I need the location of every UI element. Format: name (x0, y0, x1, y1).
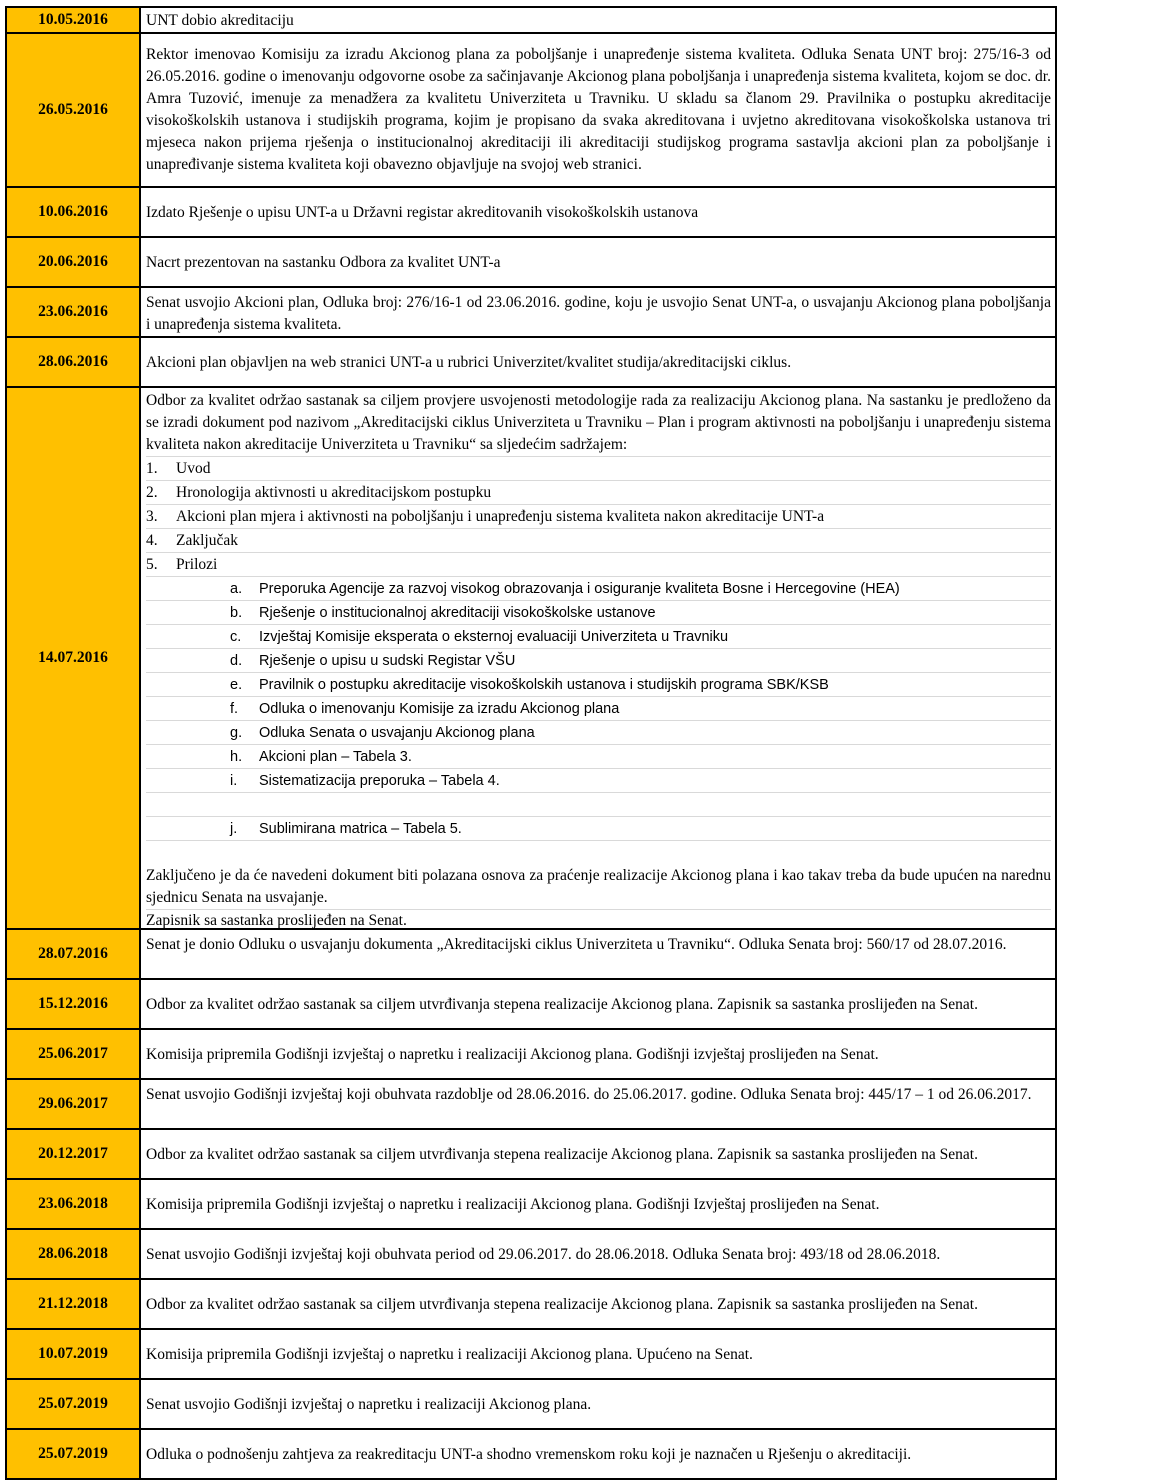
description-cell (139, 1128, 1057, 1180)
table-row (5, 1078, 1057, 1130)
meeting-intro: Odbor za kvalitet održao sastanak sa ciljem provjere usvojenosti metodologije rada za realizaciju Akcionog plana. Na sastanku je predloženo da se izradi dokument pod nazivom „Akreditacijski ciklus Univerziteta u Travniku – Plan i program aktivnosti na poboljšanju i unapređenju sistema kvaliteta nakon akreditacije Univerziteta u Travniku“ sa sljedećim sadržajem: (146, 390, 1051, 457)
table-row (5, 1028, 1057, 1080)
sublist-text: Akcioni plan – Tabela 3. (259, 749, 412, 765)
description-cell: UNT dobio akreditaciju (139, 6, 1057, 34)
description-cell: Senat je donio Odluku o usvajanju dokumenta „Akreditacijski ciklus Univerziteta u Travniku“. Odluka Senata broj: 560/17 od 28.07.2016. (139, 928, 1057, 980)
sublist-letter: c. (230, 629, 242, 645)
date-cell: 29.06.2017 (5, 1078, 141, 1130)
description-cell (139, 236, 1057, 288)
list-text: Hronologija aktivnosti u akreditacijskom postupku (176, 484, 492, 501)
table-row (5, 32, 1057, 188)
list-text: Uvod (176, 460, 211, 477)
description-cell (139, 1028, 1057, 1080)
date-cell: 20.12.2017 (5, 1128, 141, 1180)
description-cell (139, 1228, 1057, 1280)
table-row (5, 236, 1057, 288)
table-row (5, 1278, 1057, 1330)
description-text: Senat usvojio Godišnji izvještaj o napretku i realizaciji Akcionog plana. (146, 1396, 592, 1413)
sublist-item (146, 697, 1051, 721)
description-cell: Senat usvojio Akcioni plan, Odluka broj: 276/16-1 od 23.06.2016. godine, koju je usvojio Senat UNT-a, o usvajanju Akcionog plana poboljšanja i unapređenja sistema kvaliteta. (139, 286, 1057, 338)
sublist-letter: a. (230, 581, 243, 597)
date-cell: 25.07.2019 (5, 1378, 141, 1430)
sublist-letter: f. (230, 701, 239, 717)
date-cell: 25.06.2017 (5, 1028, 141, 1080)
date-cell: 28.07.2016 (5, 928, 141, 980)
table-row (5, 286, 1057, 338)
meeting-conclusion: Zaključeno je da će navedeni dokument biti polazana osnova za praćenje realizacije Akcionog plana i kao takav treba da bude upućen na narednu sjednicu Senata na usvajanje. (146, 865, 1051, 910)
sublist-item (146, 817, 1051, 841)
date-cell: 28.06.2016 (5, 336, 141, 388)
date-cell: 10.05.2016 (5, 6, 141, 34)
date-cell: 10.07.2019 (5, 1328, 141, 1380)
description-cell (139, 336, 1057, 388)
description-text: Komisija pripremila Godišnji izvještaj o napretku i realizaciji Akcionog plana. Godišnji Izvještaj proslijeđen na Senat. (146, 1196, 880, 1213)
date-cell: 20.06.2016 (5, 236, 141, 288)
spacer-line (146, 841, 1051, 865)
date-cell: 26.05.2016 (5, 32, 141, 188)
sublist-item (146, 721, 1051, 745)
sublist-item (146, 769, 1051, 793)
sublist-letter: b. (230, 605, 243, 621)
description-text: Odluka o podnošenju zahtjeva za reakreditacju UNT-a shodno vremenskom roku koji je naznačen u Rješenju o akreditaciji. (146, 1446, 912, 1463)
table-row-big (5, 386, 1057, 930)
table-row (5, 336, 1057, 388)
sublist-letter: h. (230, 749, 243, 765)
sublist-item-empty (146, 793, 1051, 817)
description-cell (139, 386, 1057, 930)
description-cell (139, 1328, 1057, 1380)
sublist-text: Izvještaj Komisije eksperata o eksternoj evaluaciji Univerziteta u Travniku (259, 629, 729, 645)
description-cell (139, 186, 1057, 238)
sublist-text: Odluka Senata o usvajanju Akcionog plana (259, 725, 535, 741)
list-item (146, 457, 1051, 481)
list-text: Prilozi (176, 556, 218, 573)
table-row (5, 1228, 1057, 1280)
description-text: Akcioni plan objavljen na web stranici UNT-a u rubrici Univerzitet/kvalitet studija/akreditacijski ciklus. (146, 354, 792, 371)
description-text: Odbor za kvalitet održao sastanak sa ciljem utvrđivanja stepena realizacije Akcionog plana. Zapisnik sa sastanka proslijeđen na Senat. (146, 1146, 978, 1163)
sublist-item (146, 625, 1051, 649)
sublist-text: Sistematizacija preporuka – Tabela 4. (259, 773, 500, 789)
list-item (146, 553, 1051, 577)
list-number: 3. (146, 508, 158, 525)
description-cell (139, 1378, 1057, 1430)
table-row (5, 6, 1057, 34)
sublist-text: Preporuka Agencije za razvoj visokog obrazovanja i osiguranje kvaliteta Bosne i Hercegovine (HEA) (259, 581, 900, 597)
sublist-text: Pravilnik o postupku akreditacije visokoškolskih ustanova i studijskih programa SBK/KSB (259, 677, 829, 693)
list-item (146, 529, 1051, 553)
description-cell (139, 978, 1057, 1030)
list-number: 4. (146, 532, 158, 549)
description-text: Komisija pripremila Godišnji izvještaj o napretku i realizaciji Akcionog plana. Upućeno na Senat. (146, 1346, 753, 1363)
table-row (5, 186, 1057, 238)
sublist-item (146, 601, 1051, 625)
list-text: Akcioni plan mjera i aktivnosti na poboljšanju i unapređenju sistema kvaliteta nakon akreditacije UNT-a (176, 508, 825, 525)
sublist-item (146, 577, 1051, 601)
list-text: Zaključak (176, 532, 238, 549)
table-row (5, 1328, 1057, 1380)
sublist-letter: g. (230, 725, 243, 741)
list-number: 1. (146, 460, 158, 477)
sublist-item (146, 745, 1051, 769)
description-text: Nacrt prezentovan na sastanku Odbora za kvalitet UNT-a (146, 254, 501, 271)
sublist-letter: d. (230, 653, 243, 669)
sublist-text: Odluka o imenovanju Komisije za izradu Akcionog plana (259, 701, 620, 717)
content-list (146, 457, 1051, 865)
list-item (146, 481, 1051, 505)
date-cell: 28.06.2018 (5, 1228, 141, 1280)
description-text: Odbor za kvalitet održao sastanak sa ciljem utvrđivanja stepena realizacije Akcionog plana. Zapisnik sa sastanka proslijeđen na Senat. (146, 996, 978, 1013)
date-cell: 15.12.2016 (5, 978, 141, 1030)
list-number: 5. (146, 556, 158, 573)
sublist-text: Sublimirana matrica – Tabela 5. (259, 821, 462, 837)
table-row (5, 1378, 1057, 1430)
table-row (5, 928, 1057, 980)
table-row (5, 1178, 1057, 1230)
sublist-item (146, 649, 1051, 673)
description-text: Komisija pripremila Godišnji izvještaj o napretku i realizaciji Akcionog plana. Godišnji izvještaj proslijeđen na Senat. (146, 1046, 879, 1063)
description-text: Senat usvojio Godišnji izvještaj koji obuhvata period od 29.06.2017. do 28.06.2018. Odluka Senata broj: 493/18 od 28.06.2018. (146, 1246, 941, 1263)
sublist-letter: i. (230, 773, 238, 789)
date-cell: 14.07.2016 (5, 386, 141, 930)
sublist-letter: e. (230, 677, 243, 693)
description-cell (139, 1428, 1057, 1480)
description-cell (139, 1278, 1057, 1330)
date-cell: 10.06.2016 (5, 186, 141, 238)
list-number: 2. (146, 484, 158, 501)
description-cell: Senat usvojio Godišnji izvještaj koji obuhvata razdoblje od 28.06.2016. do 25.06.2017. godine. Odluka Senata broj: 445/17 – 1 od 26.06.2017. (139, 1078, 1057, 1130)
meeting-note: Zapisnik sa sastanka proslijeđen na Senat. (146, 912, 407, 929)
list-item (146, 505, 1051, 529)
sublist-text: Rješenje o institucionalnoj akreditaciji visokoškolske ustanove (259, 605, 656, 621)
date-cell: 25.07.2019 (5, 1428, 141, 1480)
date-cell: 23.06.2018 (5, 1178, 141, 1230)
date-cell: 23.06.2016 (5, 286, 141, 338)
sublist-text: Rješenje o upisu u sudski Registar VŠU (259, 653, 516, 669)
table-row (5, 978, 1057, 1030)
table-row (5, 1428, 1057, 1480)
sublist-item (146, 673, 1051, 697)
table-row (5, 1128, 1057, 1180)
description-text: Odbor za kvalitet održao sastanak sa ciljem utvrđivanja stepena realizacije Akcionog plana. Zapisnik sa sastanka proslijeđen na Senat. (146, 1296, 978, 1313)
sublist-letter: j. (230, 821, 238, 837)
description-text: Izdato Rješenje o upisu UNT-a u Državni registar akreditovanih visokoškolskih ustanova (146, 204, 699, 221)
description-cell: Rektor imenovao Komisiju za izradu Akcionog plana za poboljšanje i unapređenje sistema kvaliteta. Odluka Senata UNT broj: 275/16-3 od 26.05.2016. godine o imenovanju odgovorne osobe za sačinjavanje Akcionog plana poboljšanja i unapređenja sistema kvaliteta, kojom se doc. dr. Amra Tuzović, imenuje za menadžera za kvalitetu Univerziteta u Travniku. U skladu sa članom 29. Pravilnika o postupku akreditacije visokoškolskih ustanova i studijskih programa, kojim je propisano da svaka akreditovana i uvjetno akreditovana visokoškolska ustanova tri mjeseca nakon prijema rješenja o institucionalnoj akreditaciji ili akreditaciji studijskog programa sastavlja akcioni plan za poboljšanje i unapređivanje sistema kvaliteta koji obavezno objavljuje na svojoj web stranici. (139, 32, 1057, 188)
date-cell: 21.12.2018 (5, 1278, 141, 1330)
description-cell (139, 1178, 1057, 1230)
